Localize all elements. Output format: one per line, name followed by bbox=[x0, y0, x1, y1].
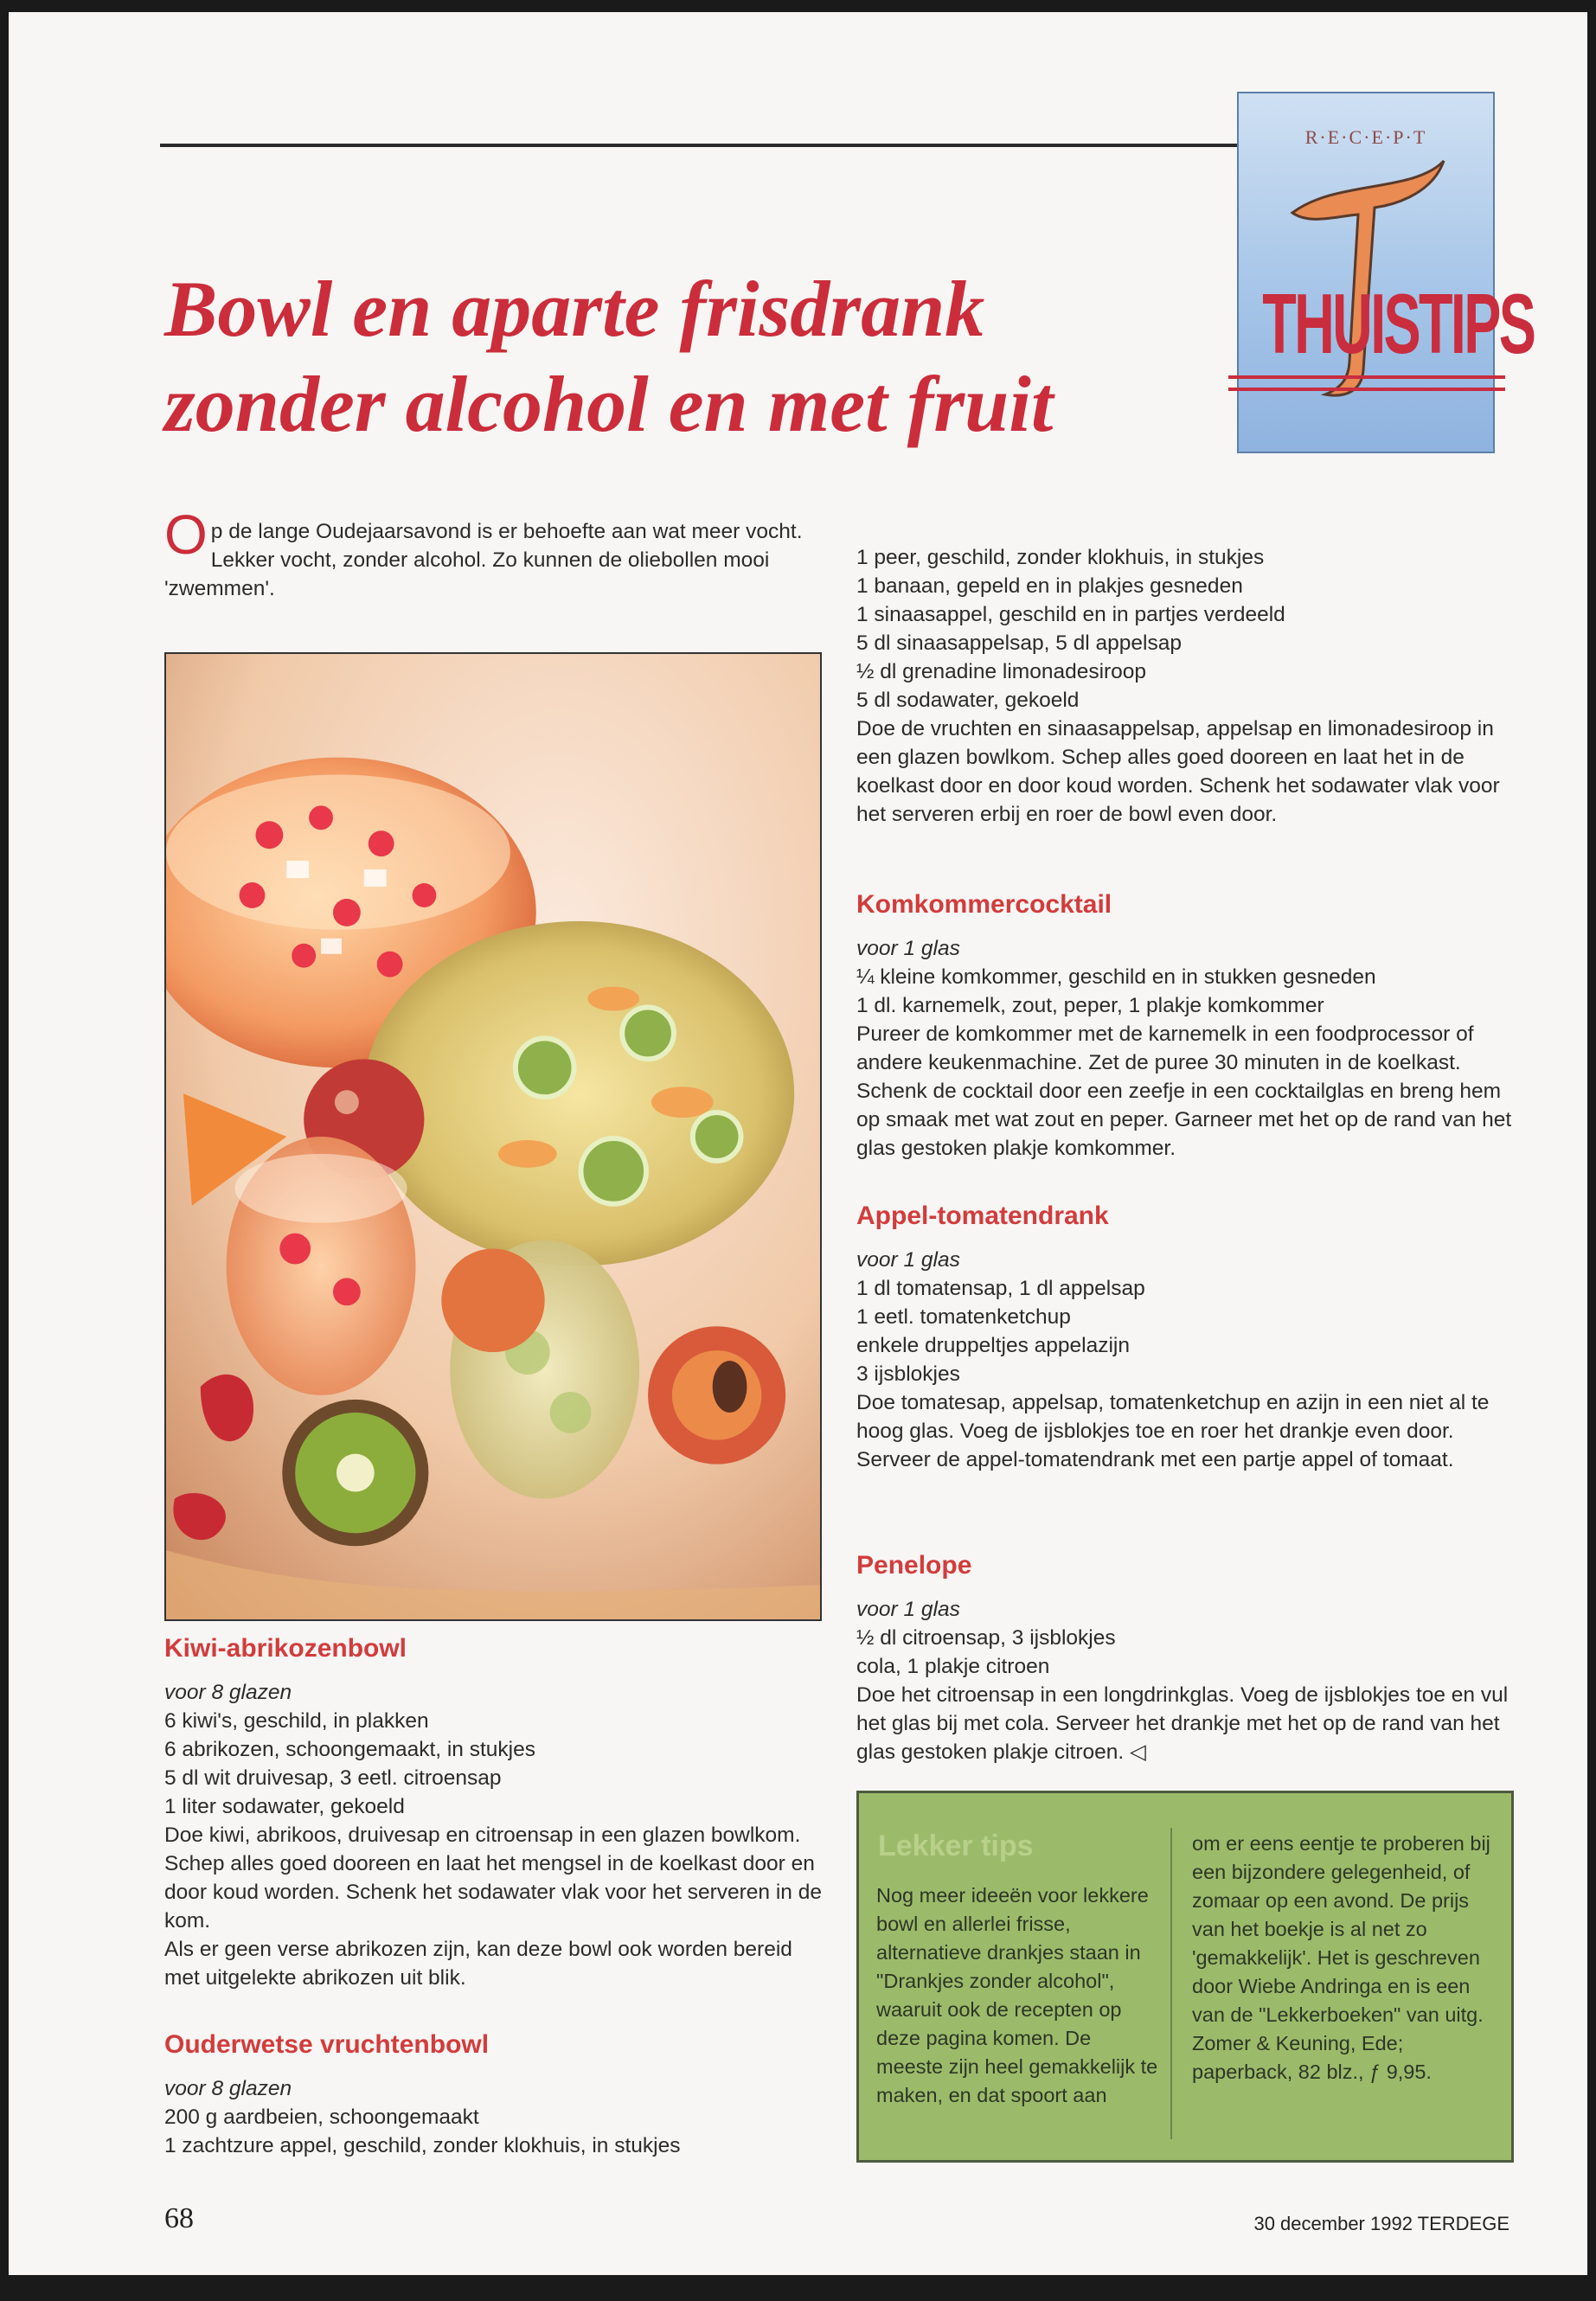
ingredient-line: 1 dl tomatensap, 1 dl appelsap bbox=[856, 1277, 1145, 1300]
recipe-penelope bbox=[856, 1548, 1514, 1766]
recipe-heading: Appel-tomatendrank bbox=[856, 1202, 1109, 1230]
recipe-heading: Ouderwetse vruchtenbowl bbox=[164, 2030, 490, 2059]
recipe-method: Doe het citroensap in een longdrinkglas. Voeg de ijsblokjes toe en vul het glas bij met cola. Serveer het drankje met het op de rand van het glas gestoken plakje citroen. ◁ bbox=[856, 1683, 1509, 1764]
header-rule bbox=[160, 144, 1246, 147]
ingredient-line: 5 dl sodawater, gekoeld bbox=[856, 689, 1080, 712]
logo-name: THUISTIPS bbox=[1262, 276, 1535, 371]
recipe-serving: voor 1 glas bbox=[856, 1598, 960, 1621]
tip-box-column-2: om er eens eentje te proberen bij een bijzondere gelegenheid, of zomaar op een avond. De prijs van het boekje is al net zo 'gemakkelijk'. Het is geschreven door Wiebe Andringa en is een van de "Lekkerboeken" van uitg. Zomer & Keuning, Ede; paperback, 82 blz., ƒ 9,95. bbox=[1192, 1832, 1490, 2083]
recipe-note: Als er geen verse abrikozen zijn, kan deze bowl ook worden bereid met uitgelekte abrikozen uit blik. bbox=[164, 1938, 792, 1990]
recipe-method: Pureer de komkommer met de karnemelk in een foodprocessor of andere keukenmachine. Zet de puree 30 minuten in de koelkast. Schenk de cocktail door een zeefje in een cocktailglas en breng hem op smaak met wat zout en peper. Garneer met het op de rand van het glas gestoken plakje komkommer. bbox=[856, 1022, 1512, 1160]
recipe-ouderwetse-vruchtenbowl bbox=[164, 2028, 822, 2160]
tip-box-column-1: Nog meer ideeën voor lekkere bowl en allerlei frisse, alternatieve drankjes staan in "Drankjes zonder alcohol", waaruit ook de recepten op deze pagina komen. De meeste zijn heel gemakkelijk te maken, en dat spoort aan bbox=[876, 1884, 1158, 2106]
recipe-komkommercocktail bbox=[856, 888, 1514, 1163]
logo-bars bbox=[1228, 375, 1505, 391]
magazine-page bbox=[9, 12, 1587, 2275]
ingredient-line: 1 liter sodawater, gekoeld bbox=[164, 1795, 405, 1818]
ingredient-line: 200 g aardbeien, schoongemaakt bbox=[164, 2106, 479, 2129]
ingredient-line: ½ dl citroensap, 3 ijsblokjes bbox=[856, 1626, 1116, 1650]
tip-box-divider bbox=[1170, 1828, 1172, 2139]
ingredient-line: 3 ijsblokjes bbox=[856, 1362, 960, 1386]
intro-paragraph bbox=[164, 503, 822, 603]
recipe-heading: Kiwi-abrikozenbowl bbox=[164, 1634, 407, 1663]
ingredient-line: ¼ kleine komkommer, geschild en in stukken gesneden bbox=[856, 965, 1376, 989]
tip-box bbox=[856, 1791, 1514, 2163]
ingredient-line: enkele druppeltjes appelazijn bbox=[856, 1334, 1130, 1357]
page-title bbox=[164, 261, 1220, 452]
ingredient-line: cola, 1 plakje citroen bbox=[856, 1655, 1050, 1678]
photo-illustration bbox=[166, 654, 820, 1619]
ingredient-line: 1 dl. karnemelk, zout, peper, 1 plakje komkommer bbox=[856, 994, 1324, 1017]
ingredient-line: 1 banaan, gepeld en in plakjes gesneden bbox=[856, 574, 1243, 598]
recipe-serving: voor 8 glazen bbox=[164, 1681, 292, 1704]
recipe-heading: Penelope bbox=[856, 1551, 972, 1580]
ingredient-line: 1 eetl. tomatenketchup bbox=[856, 1305, 1071, 1329]
intro-dropcap: O bbox=[164, 503, 208, 566]
ingredient-line: 6 abrikozen, schoongemaakt, in stukjes bbox=[164, 1738, 535, 1761]
logo-recept-label: R·E·C·E·P·T bbox=[1304, 126, 1427, 148]
tip-box-heading: Lekker tips bbox=[878, 1830, 1034, 1862]
recipe-vruchtenbowl-continued bbox=[856, 543, 1514, 829]
title-line-1: Bowl en aparte frisdrank bbox=[164, 265, 985, 353]
intro-text: p de lange Oudejaarsavond is er behoefte aan wat meer vocht. Lekker vocht, zonder alcohol. Zo kunnen de oliebollen mooi 'zwemmen'. bbox=[164, 520, 803, 600]
recipe-method: Doe de vruchten en sinaasappelsap, appelsap en limonadesiroop in een glazen bowlkom. Schep alles goed dooreen en laat het in de koelkast door en door koud worden. Schenk het sodawater vlak voor het serveren erbij en roer de bowl even door. bbox=[856, 717, 1500, 826]
title-line-2: zonder alcohol en met fruit bbox=[164, 360, 1054, 448]
recipe-kiwi-abrikozenbowl bbox=[164, 1631, 822, 1992]
recipe-heading: Komkommercocktail bbox=[856, 890, 1112, 919]
issue-line: 30 december 1992 TERDEGE bbox=[1253, 2213, 1509, 2234]
recipe-appel-tomatendrank bbox=[856, 1199, 1514, 1474]
ingredient-line: 1 zachtzure appel, geschild, zonder klokhuis, in stukjes bbox=[164, 2134, 681, 2157]
ingredient-line: 1 sinaasappel, geschild en in partjes verdeeld bbox=[856, 603, 1285, 626]
thuistips-logo bbox=[1237, 92, 1535, 453]
recipe-method: Doe tomatesap, appelsap, tomatenketchup en azijn in een niet al te hoog glas. Voeg de ijsblokjes toe en roer het drankje even door. Serveer de appel-tomatendrank met een partje appel of tomaat. bbox=[856, 1391, 1490, 1471]
ingredient-line: ½ dl grenadine limonadesiroop bbox=[856, 660, 1147, 683]
recipe-serving: voor 1 glas bbox=[856, 1248, 960, 1272]
recipe-method: Doe kiwi, abrikoos, druivesap en citroensap in een glazen bowlkom. Schep alles goed dooreen en laat het mengsel in de koelkast door en door koud worden. Schenk het sodawater vlak voor het serveren in de kom. bbox=[164, 1823, 822, 1932]
page-number: 68 bbox=[164, 2202, 194, 2234]
ingredient-line: 1 peer, geschild, zonder klokhuis, in stukjes bbox=[856, 546, 1265, 569]
punch-bowl-photo bbox=[164, 652, 822, 1621]
ingredient-line: 5 dl sinaasappelsap, 5 dl appelsap bbox=[856, 631, 1182, 655]
recipe-serving: voor 1 glas bbox=[856, 937, 960, 960]
ingredient-line: 6 kiwi's, geschild, in plakken bbox=[164, 1709, 429, 1733]
recipe-serving: voor 8 glazen bbox=[164, 2077, 292, 2100]
ingredient-line: 5 dl wit druivesap, 3 eetl. citroensap bbox=[164, 1766, 502, 1790]
